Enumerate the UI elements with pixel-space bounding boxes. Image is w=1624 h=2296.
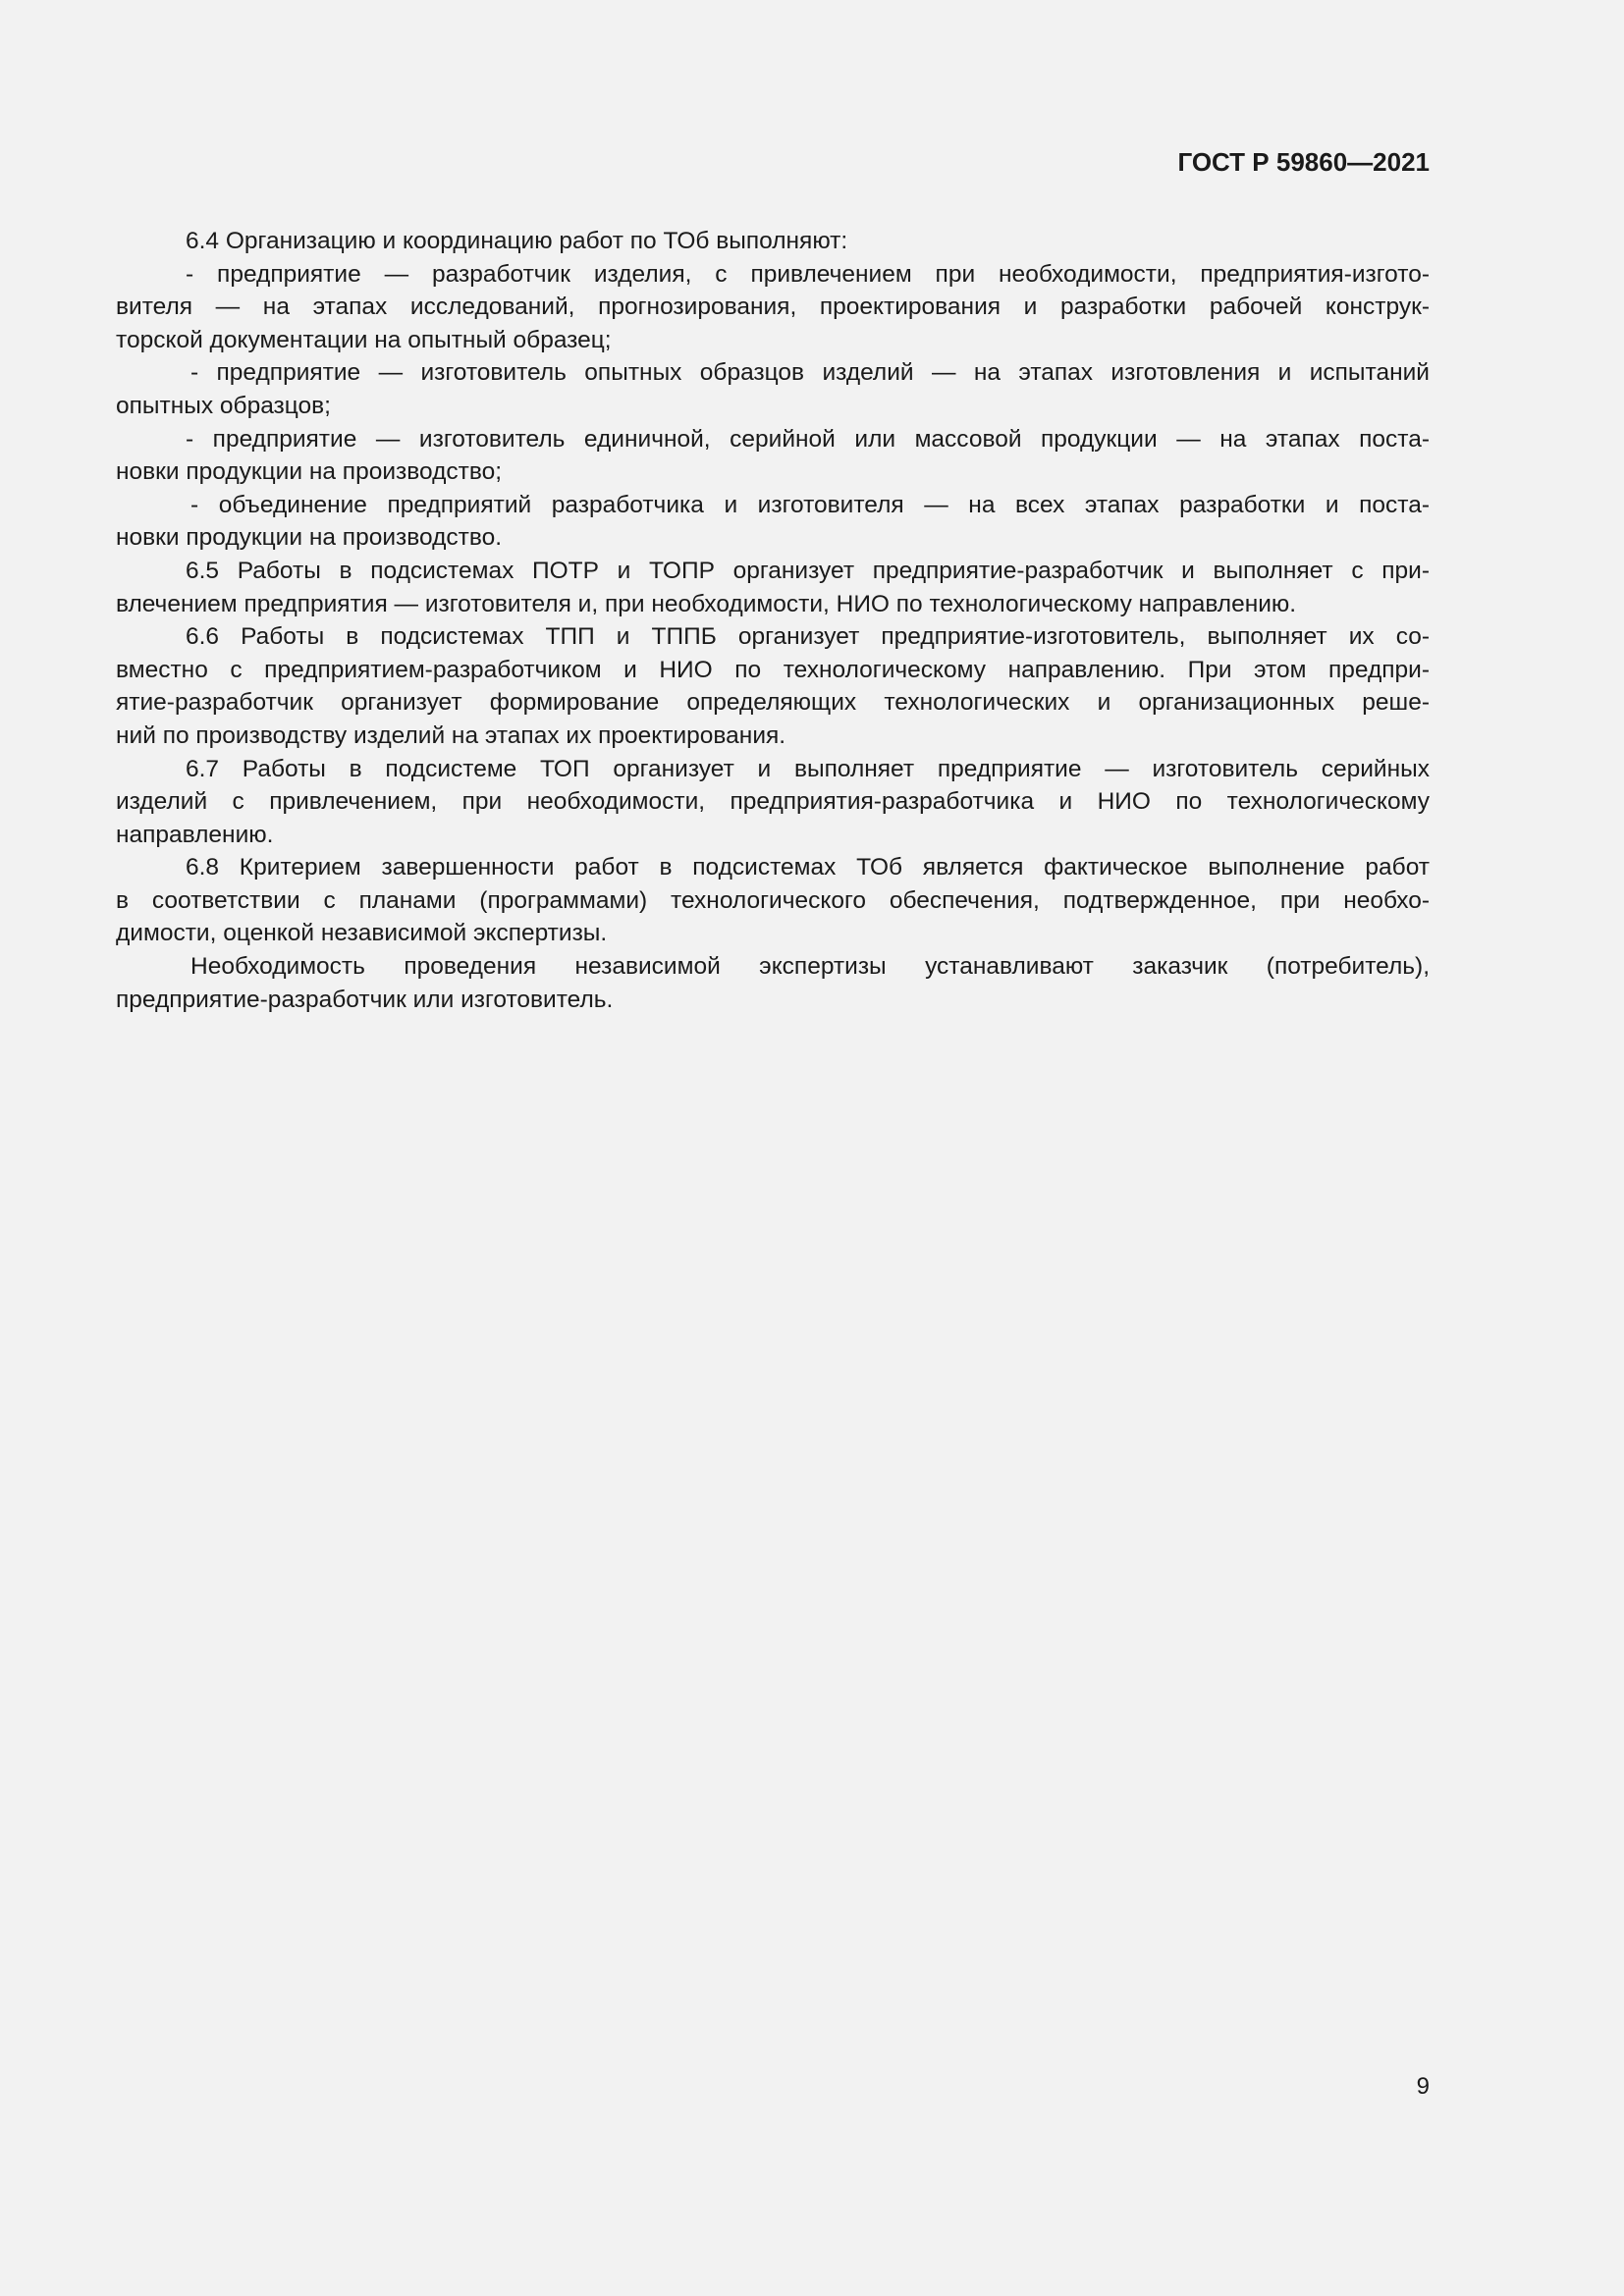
paragraph-line: влечением предприятия — изготовителя и, при необходимости, НИО по технологическому направлению. — [116, 590, 1297, 617]
document-id-header: ГОСТ Р 59860—2021 — [1177, 147, 1430, 177]
paragraph-line: - предприятие — изготовитель единичной, серийной или массовой продукции — на этапах поста- — [186, 425, 1430, 453]
paragraph-line: 6.6 Работы в подсистемах ТПП и ТППБ организует предприятие-изготовитель, выполняет их со- — [186, 623, 1430, 651]
paragraph-line: новки продукции на производство. — [116, 524, 503, 552]
paragraph-6-4-c — [116, 423, 1430, 489]
paragraph-6-6 — [116, 620, 1430, 752]
paragraph-line: - предприятие — разработчик изделия, с привлечением при необходимости, предприятия-изгото- — [186, 260, 1430, 288]
paragraph-6-4-d — [116, 489, 1430, 555]
paragraph-line: в соответствии с планами (программами) технологического обеспечения, подтвержденное, при необхо- — [116, 886, 1430, 914]
paragraph-line: - предприятие — изготовитель опытных образцов изделий — на этапах изготовления и испытаний — [190, 359, 1430, 387]
paragraph-line: ятие-разработчик организует формирование определяющих технологических и организационных реше- — [116, 689, 1430, 717]
paragraph-6-4-a — [116, 258, 1430, 357]
paragraph-line: изделий с привлечением, при необходимости, предприятия-разработчика и НИО по технологическому — [116, 788, 1430, 816]
paragraph-line: вителя — на этапах исследований, прогнозирования, проектирования и разработки рабочей конструк- — [116, 294, 1430, 321]
paragraph-line: - объединение предприятий разработчика и изготовителя — на всех этапах разработки и поста- — [190, 491, 1430, 518]
paragraph-line: ний по производству изделий на этапах их проектирования. — [116, 721, 786, 749]
paragraph-6-4-b — [116, 356, 1430, 422]
paragraph-line: Необходимость проведения независимой экспертизы устанавливают заказчик (потребитель), — [190, 953, 1430, 981]
document-body — [116, 225, 1430, 1016]
paragraph-line: 6.7 Работы в подсистеме ТОП организует и выполняет предприятие — изготовитель серийных — [186, 755, 1430, 782]
paragraph-6-7 — [116, 753, 1430, 852]
paragraph-6-8 — [116, 851, 1430, 950]
paragraph-line: направлению. — [116, 821, 274, 848]
paragraph-line: вместно с предприятием-разработчиком и НИО по технологическому направлению. При этом предпри- — [116, 656, 1430, 683]
paragraph-line: новки продукции на производство; — [116, 458, 503, 486]
paragraph-line: 6.4 Организацию и координацию работ по ТОб выполняют: — [186, 228, 848, 254]
paragraph-line: 6.8 Критерием завершенности работ в подсистемах ТОб является фактическое выполнение работ — [186, 854, 1430, 881]
paragraph-6-4 — [116, 225, 1430, 258]
paragraph-6-5 — [116, 555, 1430, 620]
paragraph-line: опытных образцов; — [116, 392, 331, 419]
paragraph-line: 6.5 Работы в подсистемах ПОТР и ТОПР организует предприятие-разработчик и выполняет с при- — [186, 557, 1430, 584]
page-number: 9 — [1416, 2073, 1430, 2100]
paragraph-6-8-b — [116, 950, 1430, 1016]
paragraph-line: предприятие-разработчик или изготовитель. — [116, 986, 614, 1013]
paragraph-line: торской документации на опытный образец; — [116, 326, 612, 353]
paragraph-line: димости, оценкой независимой экспертизы. — [116, 920, 608, 947]
